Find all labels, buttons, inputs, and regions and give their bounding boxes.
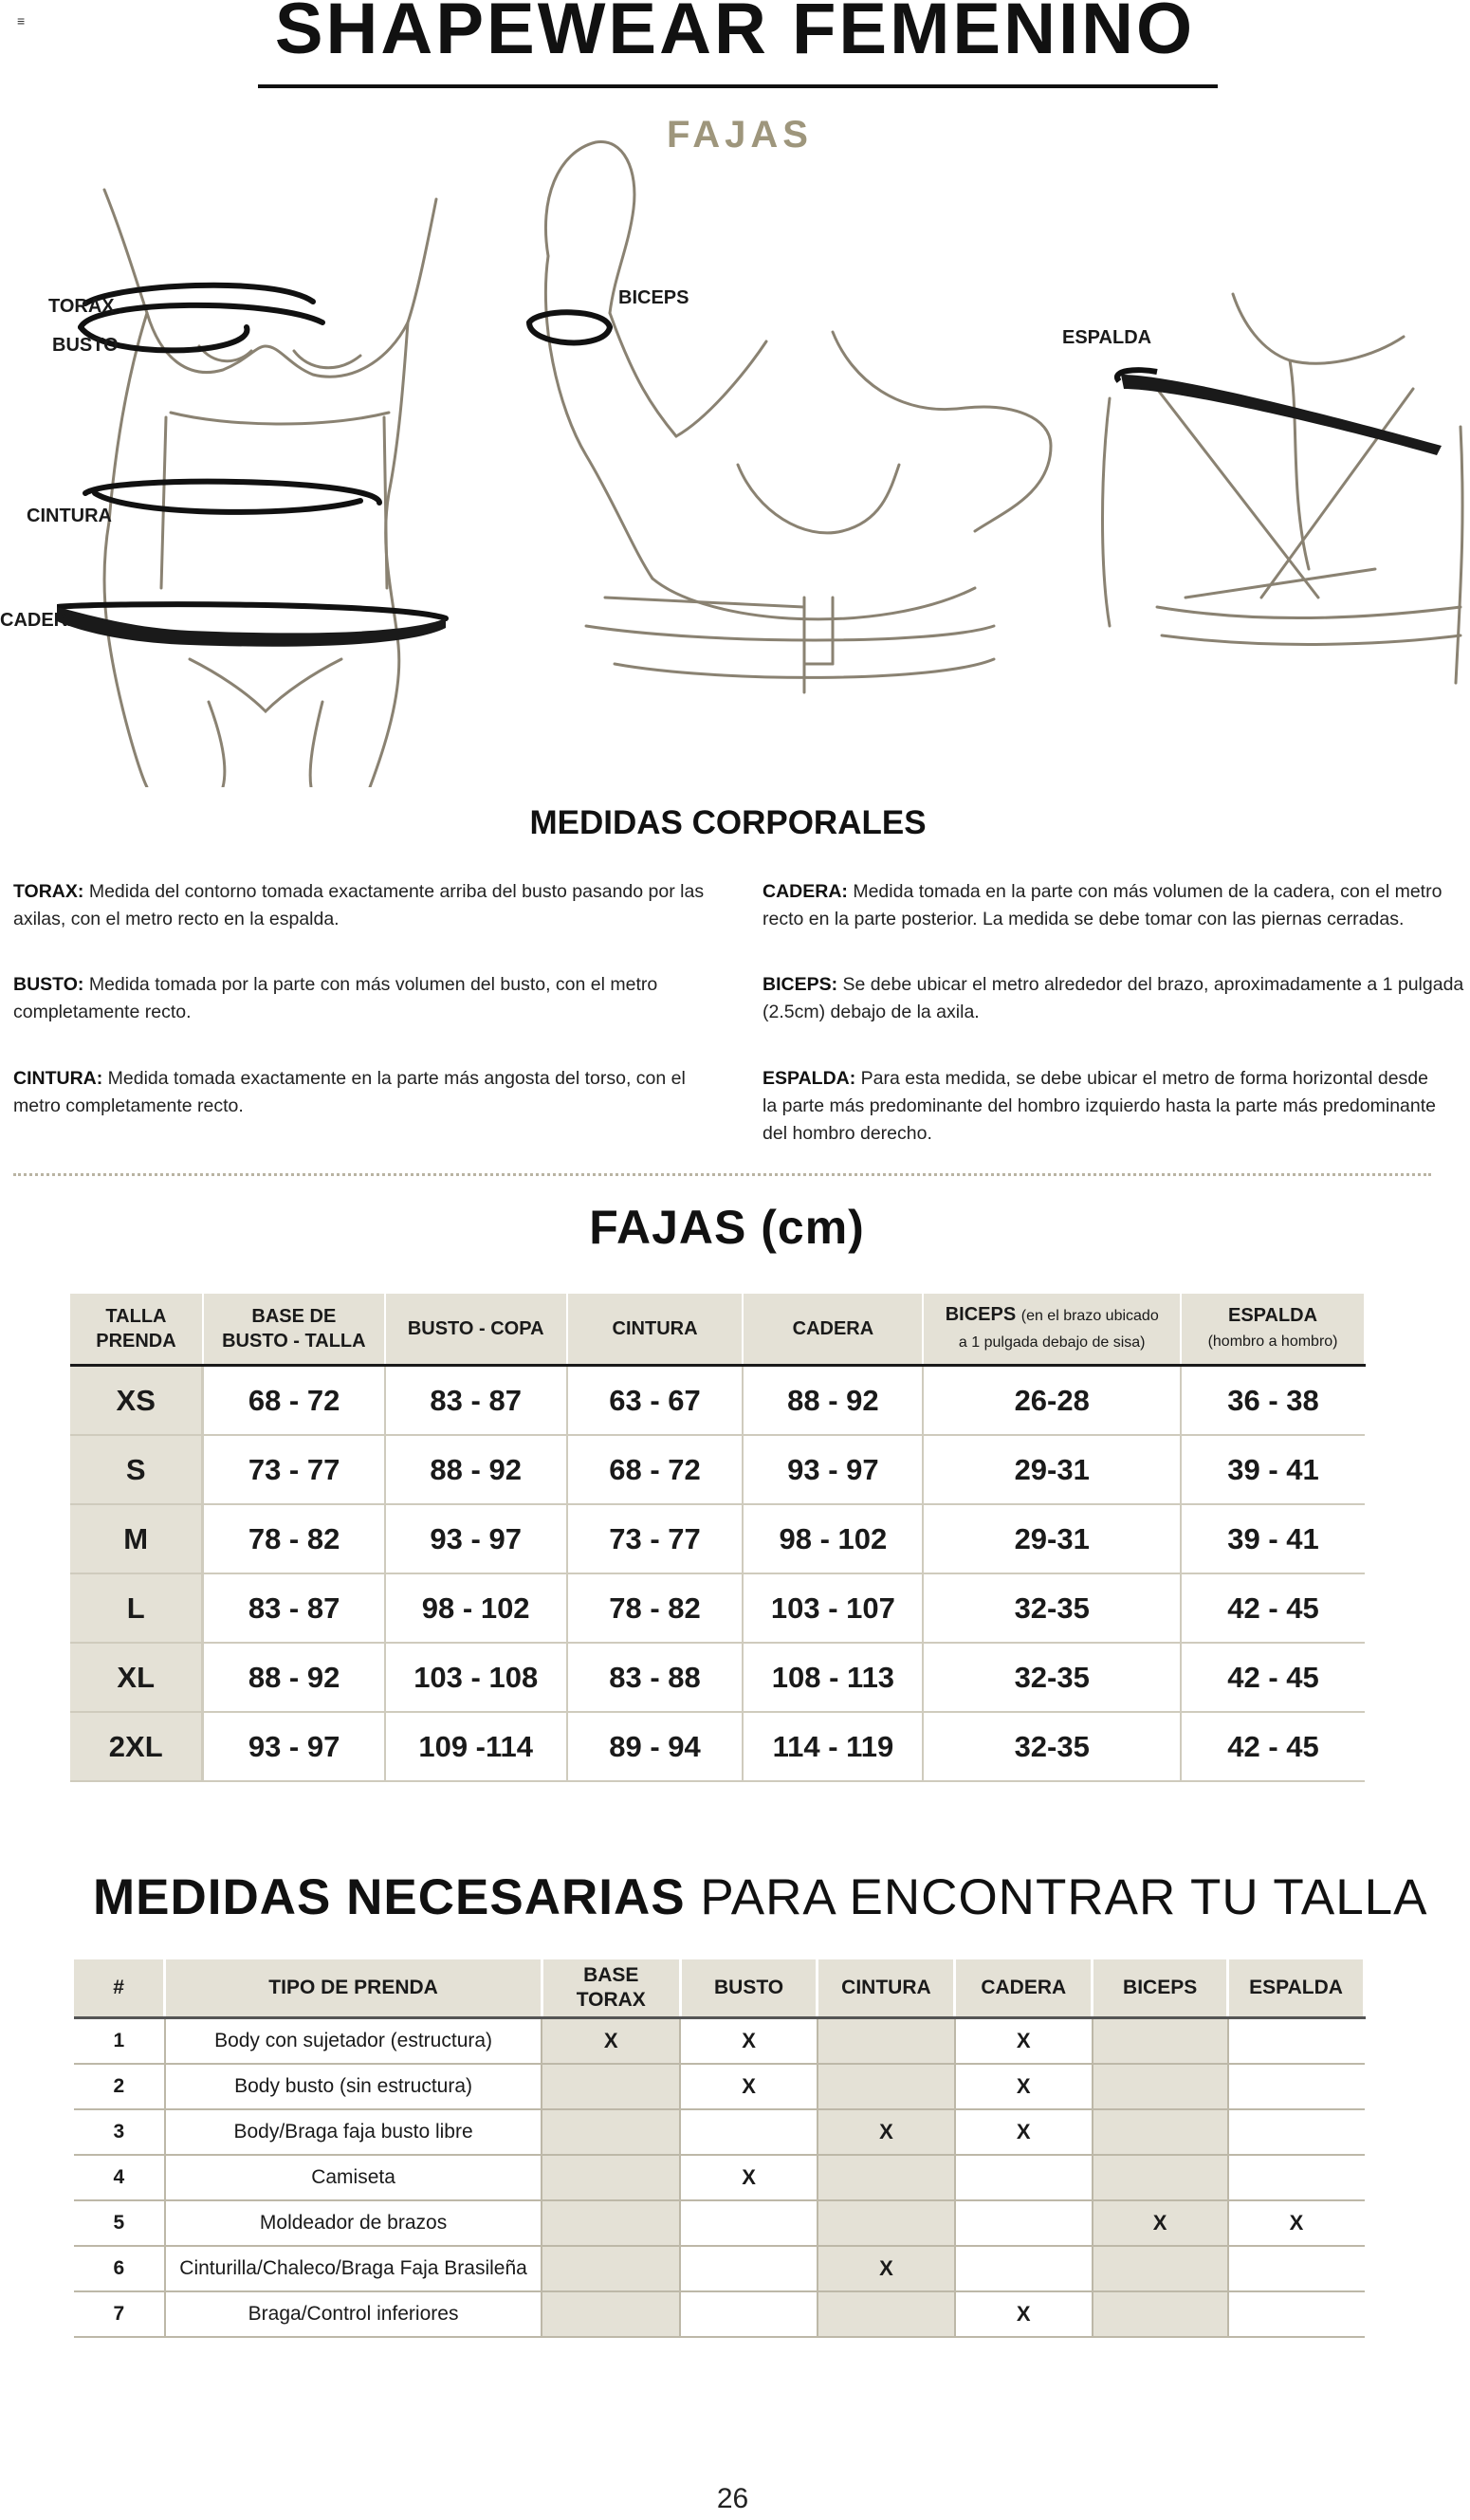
required-mark [1228,2291,1365,2337]
size-label: S [70,1435,203,1504]
header-biceps: BICEPS [1093,1959,1228,2018]
desc-torax: TORAX: Medida del contorno tomada exactamente arriba del busto pasando por las axilas, con el metro recto en la espalda. [13,881,705,929]
size-value: 73 - 77 [203,1435,385,1504]
size-value: 68 - 72 [203,1366,385,1436]
required-mark: X [1093,2200,1228,2246]
required-mark [1228,2018,1365,2065]
page-subtitle: FAJAS [667,114,813,156]
table-row [74,2200,1365,2246]
required-mark [542,2291,680,2337]
required-mark: X [818,2109,955,2155]
header-cadera: CADERA [743,1294,923,1366]
size-value: 93 - 97 [743,1435,923,1504]
desc-biceps: BICEPS: Se debe ubicar el metro alrededor del brazo, aproximadamente a 1 pulgada (2.5cm) debajo de la axila. [763,974,1464,1022]
size-value: 36 - 38 [1181,1366,1365,1436]
table-row [74,2018,1365,2065]
size-value: 83 - 87 [203,1573,385,1643]
required-mark [955,2246,1093,2291]
size-table-title: FAJAS (cm) [589,1201,865,1254]
needs-table-title: MEDIDAS NECESARIAS PARA ENCONTRAR TU TALLA [93,1869,1428,1925]
garment-type: Body con sujetador (estructura) [165,2018,542,2065]
header-base-torax: BASE TORAX [542,1959,680,2018]
medidas-corporales-title: MEDIDAS CORPORALES [529,804,927,841]
required-mark [818,2291,955,2337]
page-title: SHAPEWEAR FEMENINO [274,0,1196,69]
garment-type: Camiseta [165,2155,542,2200]
table-row [70,1435,1365,1504]
garment-type: Body busto (sin estructura) [165,2064,542,2109]
size-label: XL [70,1643,203,1712]
required-mark [1228,2246,1365,2291]
required-mark [1228,2109,1365,2155]
garment-type: Body/Braga faja busto libre [165,2109,542,2155]
required-mark [1228,2064,1365,2109]
table-row [70,1573,1365,1643]
header-cadera: CADERA [955,1959,1093,2018]
required-mark [680,2109,818,2155]
size-value: 93 - 97 [385,1504,567,1573]
size-label: XS [70,1366,203,1436]
header-cintura: CINTURA [567,1294,744,1366]
required-mark [542,2246,680,2291]
header-base: BASE DE BUSTO - TALLA [203,1294,385,1366]
required-mark [818,2064,955,2109]
size-value: 103 - 108 [385,1643,567,1712]
required-mark: X [680,2018,818,2065]
size-value: 68 - 72 [567,1435,744,1504]
required-mark [955,2200,1093,2246]
required-mark [542,2155,680,2200]
size-value: 109 -114 [385,1712,567,1781]
size-value: 93 - 97 [203,1712,385,1781]
header-busto-copa: BUSTO - COPA [385,1294,567,1366]
desc-espalda: ESPALDA: Para esta medida, se debe ubicar el metro de forma horizontal desde la parte más predominante del hombro izquierdo hasta la parte más predominante del hombro derecho. [763,1068,1436,1144]
label-cintura: CINTURA [27,506,112,526]
desc-cadera: CADERA: Medida tomada en la parte con más volumen de la cadera, con el metro recto en la parte posterior. La medida se debe tomar con las piernas cerradas. [763,881,1442,929]
header-biceps: BICEPS (en el brazo ubicado a 1 pulgada debajo de sisa) [923,1294,1181,1366]
size-value: 42 - 45 [1181,1643,1365,1712]
row-number: 7 [74,2291,165,2337]
size-value: 114 - 119 [743,1712,923,1781]
size-value: 39 - 41 [1181,1504,1365,1573]
size-value: 98 - 102 [743,1504,923,1573]
menu-icon[interactable]: ≡ [17,13,26,28]
table-row [70,1643,1365,1712]
required-mark: X [542,2018,680,2065]
required-mark [1093,2246,1228,2291]
size-value: 73 - 77 [567,1504,744,1573]
size-value: 88 - 92 [385,1435,567,1504]
size-label: M [70,1504,203,1573]
required-mark [1228,2155,1365,2200]
size-value: 32-35 [923,1573,1181,1643]
row-number: 2 [74,2064,165,2109]
header-espalda: ESPALDA (hombro a hombro) [1181,1294,1365,1366]
size-value: 29-31 [923,1504,1181,1573]
required-mark [542,2064,680,2109]
required-mark [1093,2064,1228,2109]
table-row [74,2064,1365,2109]
size-value: 78 - 82 [203,1504,385,1573]
header-espalda: ESPALDA [1228,1959,1365,2018]
header-busto: BUSTO [680,1959,818,2018]
label-cadera: CADERA [0,610,82,631]
title-underline [258,84,1218,88]
required-mark: X [955,2018,1093,2065]
required-mark [818,2200,955,2246]
row-number: 4 [74,2155,165,2200]
size-value: 39 - 41 [1181,1435,1365,1504]
table-row [74,2246,1365,2291]
table-row [70,1366,1365,1436]
header-cintura: CINTURA [818,1959,955,2018]
dotted-divider [13,1173,1431,1176]
size-value: 98 - 102 [385,1573,567,1643]
required-mark [818,2155,955,2200]
size-value: 63 - 67 [567,1366,744,1436]
garment-type: Moldeador de brazos [165,2200,542,2246]
required-mark: X [1228,2200,1365,2246]
required-mark [955,2155,1093,2200]
required-mark [1093,2018,1228,2065]
table-row [74,2109,1365,2155]
required-mark [1093,2155,1228,2200]
desc-cintura: CINTURA: Medida tomada exactamente en la parte más angosta del torso, con el metro completamente recto. [13,1068,686,1116]
label-biceps: BICEPS [618,287,689,308]
front-torso-illustration [57,180,455,787]
size-value: 32-35 [923,1712,1181,1781]
header-tipo: TIPO DE PRENDA [165,1959,542,2018]
size-value: 88 - 92 [743,1366,923,1436]
row-number: 5 [74,2200,165,2246]
size-value: 78 - 82 [567,1573,744,1643]
back-shoulders-illustration [1100,285,1470,730]
size-value: 103 - 107 [743,1573,923,1643]
size-label: 2XL [70,1712,203,1781]
size-value: 26-28 [923,1366,1181,1436]
header-num: # [74,1959,165,2018]
table-row [70,1712,1365,1781]
required-mark [680,2291,818,2337]
size-value: 89 - 94 [567,1712,744,1781]
row-number: 1 [74,2018,165,2065]
table-row [74,2291,1365,2337]
required-mark [542,2109,680,2155]
size-value: 32-35 [923,1643,1181,1712]
required-mark: X [680,2155,818,2200]
required-mark: X [955,2109,1093,2155]
required-mark: X [955,2064,1093,2109]
garment-type: Braga/Control inferiores [165,2291,542,2337]
size-value: 83 - 88 [567,1643,744,1712]
table-row [74,2155,1365,2200]
size-value: 42 - 45 [1181,1573,1365,1643]
required-mark [680,2246,818,2291]
garment-type: Cinturilla/Chaleco/Braga Faja Brasileña [165,2246,542,2291]
required-mark: X [680,2064,818,2109]
table-row [70,1504,1365,1573]
required-mark: X [818,2246,955,2291]
required-mark [818,2018,955,2065]
needs-table-header [74,1959,1365,2018]
row-number: 3 [74,2109,165,2155]
required-mark [1093,2109,1228,2155]
row-number: 6 [74,2246,165,2291]
page-number: 26 [716,2483,749,2514]
required-mark [1093,2291,1228,2337]
needs-table [74,1959,1366,2338]
label-espalda: ESPALDA [1062,327,1152,348]
size-value: 108 - 113 [743,1643,923,1712]
desc-busto: BUSTO: Medida tomada por la parte con más volumen del busto, con el metro completamente recto. [13,974,658,1022]
header-talla: TALLA PRENDA [70,1294,203,1366]
size-table [70,1294,1366,1782]
size-value: 42 - 45 [1181,1712,1365,1781]
label-torax: TORAX [48,296,115,317]
required-mark [542,2200,680,2246]
size-label: L [70,1573,203,1643]
size-table-header [70,1294,1365,1366]
label-busto: BUSTO [52,335,119,356]
arm-raised-illustration [520,133,1070,740]
required-mark [680,2200,818,2246]
size-value: 83 - 87 [385,1366,567,1436]
size-value: 88 - 92 [203,1643,385,1712]
size-value: 29-31 [923,1435,1181,1504]
required-mark: X [955,2291,1093,2337]
